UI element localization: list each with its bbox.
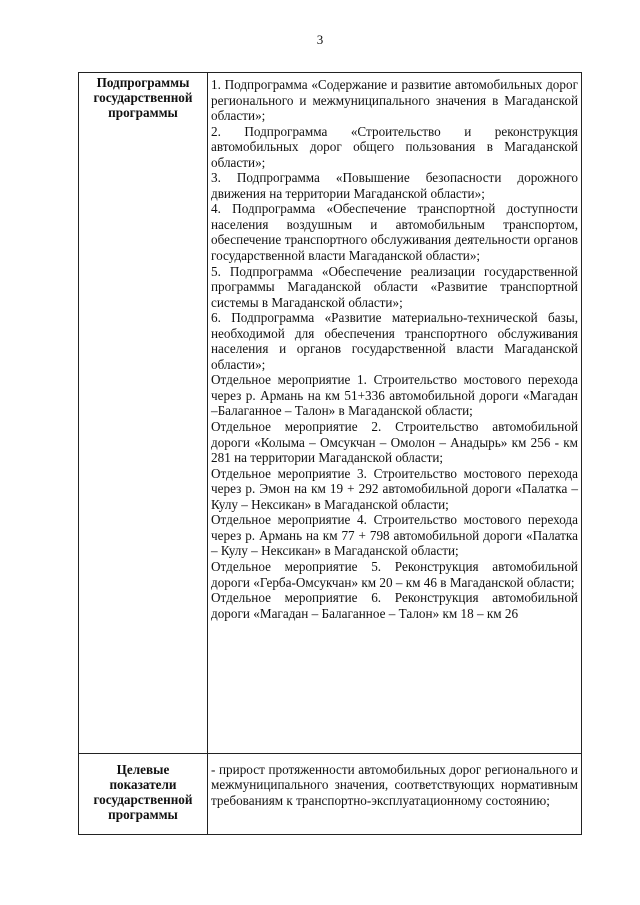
subprogram-item-6: 6. Подпрограмма «Развитие материально-технической базы, необходимой для обеспечения транспортного обслуживания населения и органов государственной власти Магаданской области»; xyxy=(211,310,578,372)
subprogram-item-1: 1. Подпрограмма «Содержание и развитие автомобильных дорог регионального и межмуниципального значения в Магаданской области»; xyxy=(211,77,578,124)
table-row-subprograms xyxy=(79,73,582,754)
goals-label: Целевые показатели государственной программы xyxy=(79,754,208,835)
table-row-goals xyxy=(79,754,582,835)
separate-measure-2: Отдельное мероприятие 2. Строительство автомобильной дороги «Колыма – Омсукчан – Омолон – Анадырь» км 256 - км 281 на территории Магаданской области; xyxy=(211,419,578,466)
separate-measure-5: Отдельное мероприятие 5. Реконструкция автомобильной дороги «Герба-Омсукчан» км 20 – км 46 в Магаданской области; xyxy=(211,558,578,590)
page-number: 3 xyxy=(316,32,324,47)
program-passport-table xyxy=(78,72,582,835)
separate-measure-1: Отдельное мероприятие 1. Строительство мостового перехода через р. Армань на км 51+336 автомобильной дороги «Магадан –Балаганное – Талон» в Магаданской области; xyxy=(211,372,578,419)
subprograms-label: Подпрограммы государственной программы xyxy=(79,73,208,754)
goal-item-1: - прирост протяженности автомобильных дорог регионального и межмуниципального значения, соответствующих нормативным требованиям к транспортно-эксплуатационному состоянию; xyxy=(211,762,578,808)
subprograms-list xyxy=(208,73,582,754)
subprogram-item-2: 2. Подпрограмма «Строительство и реконструкция автомобильных дорог общего пользования в Магаданской области»; xyxy=(211,123,578,170)
goals-list xyxy=(208,754,582,835)
separate-measure-4: Отдельное мероприятие 4. Строительство мостового перехода через р. Армань на км 77 + 798 автомобильной дороги «Палатка – Кулу – Нексикан» в Магаданской области; xyxy=(211,512,578,559)
subprogram-item-4: 4. Подпрограмма «Обеспечение транспортной доступности населения воздушным и автомобильным транспортом, обеспечение транспортного обслуживания деятельности органов государственной власти Магаданской области»; xyxy=(211,201,578,264)
subprogram-item-3: 3. Подпрограмма «Повышение безопасности дорожного движения на территории Магаданской области»; xyxy=(211,170,578,201)
separate-measure-6: Отдельное мероприятие 6. Реконструкция автомобильной дороги «Магадан – Балаганное – Талон» км 18 – км 26 xyxy=(211,590,578,621)
subprogram-item-5: 5. Подпрограмма «Обеспечение реализации государственной программы Магаданской области «Развитие транспортной системы в Магаданской области»; xyxy=(211,263,578,310)
separate-measure-3: Отдельное мероприятие 3. Строительство мостового перехода через р. Эмон на км 19 + 292 автомобильной дороги «Палатка – Кулу – Нексикан» в Магаданской области; xyxy=(211,465,578,512)
